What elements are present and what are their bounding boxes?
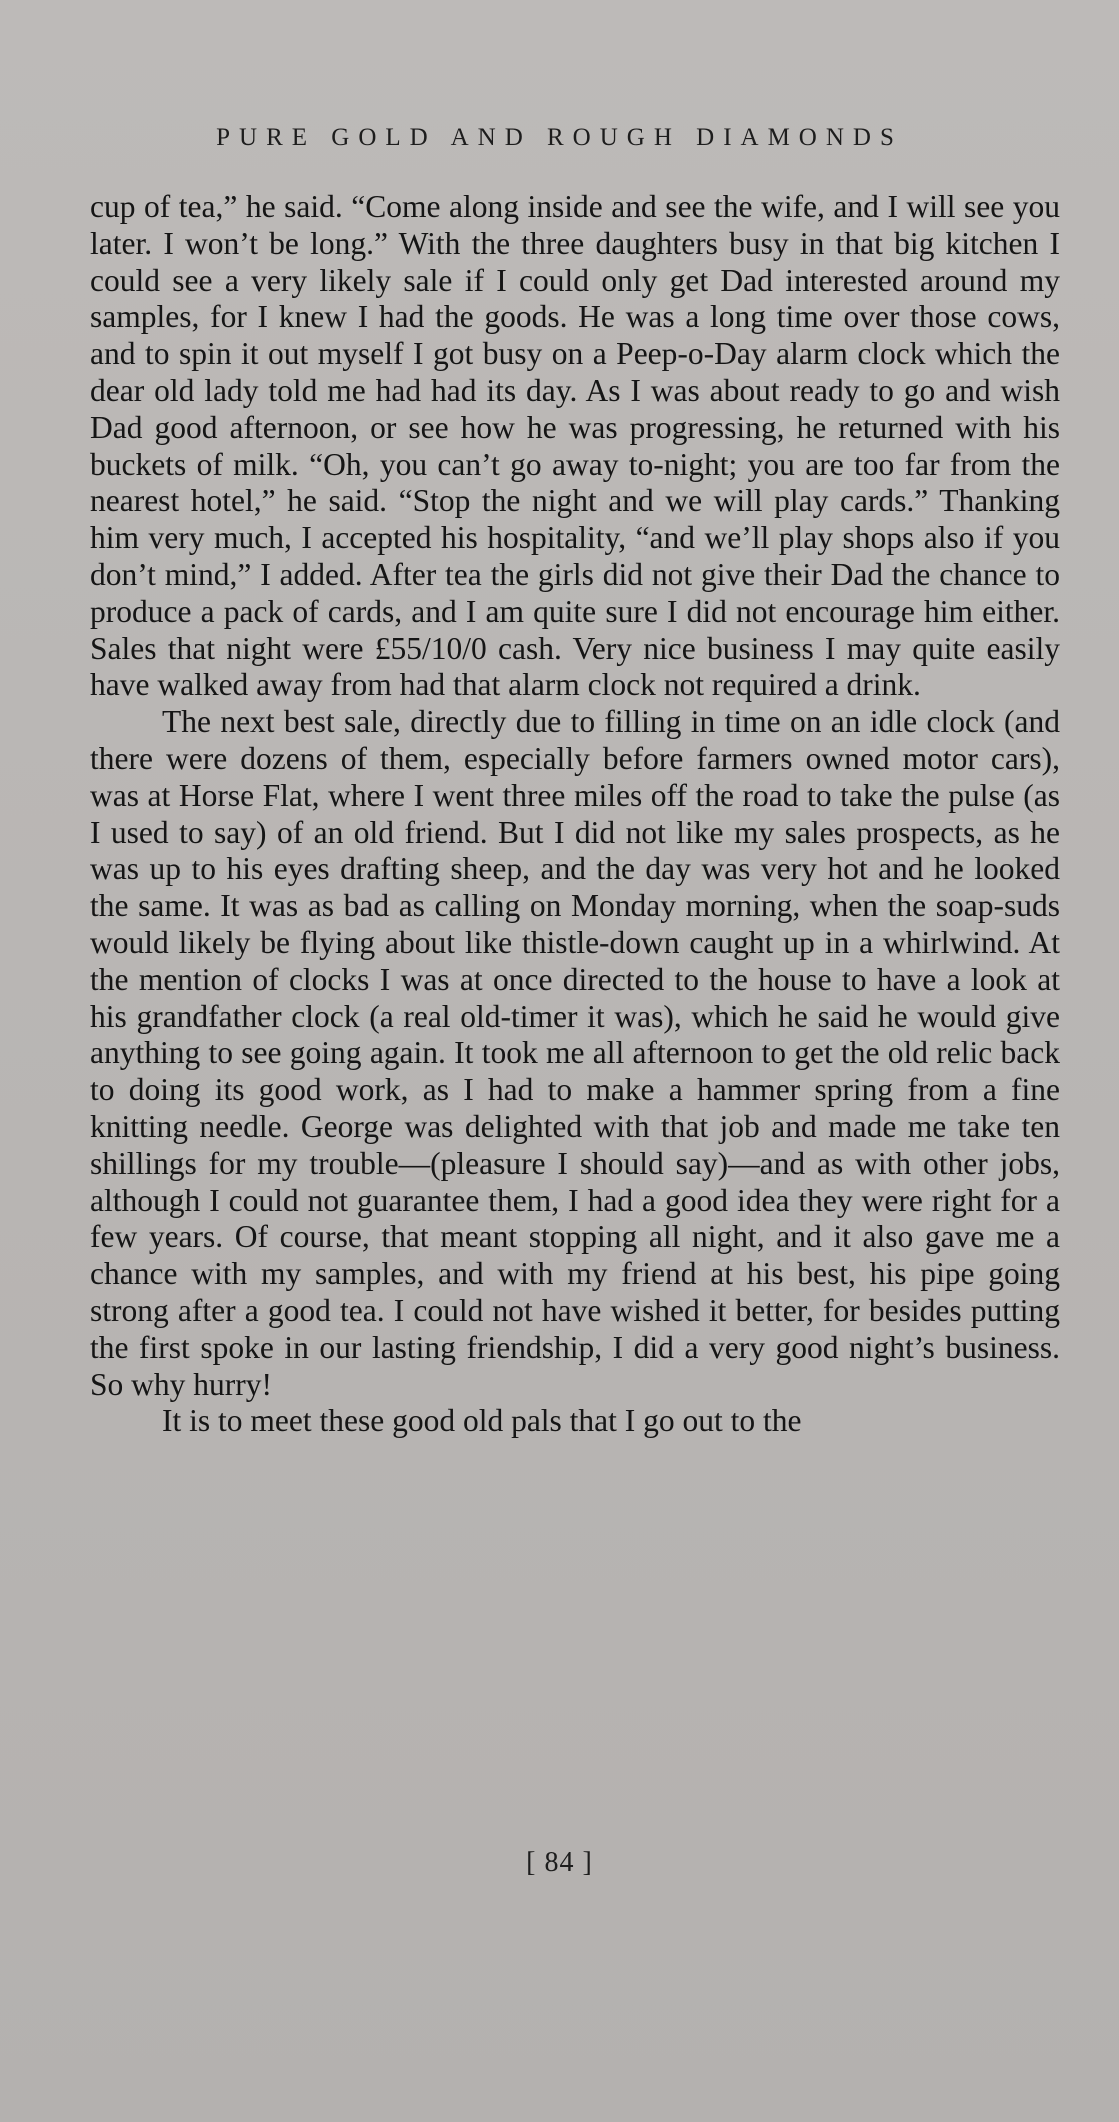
running-head: PURE GOLD AND ROUGH DIAMONDS: [216, 124, 903, 151]
page-number: [ 84 ]: [526, 1847, 593, 1878]
body-text: [90, 189, 1060, 1440]
paragraph-closing: It is to meet these good old pals that I go out to the: [162, 1403, 802, 1439]
paragraph-continued: cup of tea,” he said. “Come along inside and see the wife, and I will see you later. I won’t be long.” With the three daughters busy in that big kitchen I could see a very likely sale if I could only get Dad interested around my samples, for I knew I had the goods. He was a long time over those cows, and to spin it out myself I got busy on a Peep-o-Day alarm clock which the dear old lady told me had had its day. As I was about ready to go and wish Dad good afternoon, or see how he was progressing, he returned with his buckets of milk. “Oh, you can’t go away to-night; you are too far from the nearest hotel,” he said. “Stop the night and we will play cards.” Thanking him very much, I accepted his hospitality, “and we’ll play shops also if you don’t mind,” I added. After tea the girls did not give their Dad the chance to produce a pack of cards, and I am quite sure I did not encourage him either. Sales that night were £55/10/0 cash. Very nice business I may quite easily have walked away from had that alarm clock not required a drink.: [90, 189, 1060, 703]
paragraph-horse-flat: The next best sale, directly due to filling in time on an idle clock (and there were dozens of them, especially before farmers owned motor cars), was at Horse Flat, where I went three miles off the road to take the pulse (as I used to say) of an old friend. But I did not like my sales prospects, as he was up to his eyes drafting sheep, and the day was very hot and he looked the same. It was as bad as calling on Monday morning, when the soap-suds would likely be flying about like thistle-down caught up in a whirlwind. At the mention of clocks I was at once directed to the house to have a look at his grandfather clock (a real old-timer it was), which he said he would give anything to see going again. It took me all afternoon to get the old relic back to doing its good work, as I had to make a hammer spring from a fine knitting needle. George was delighted with that job and made me take ten shillings for my trouble—(pleasure I should say)—and as with other jobs, although I could not guarantee them, I had a good idea they were right for a few years. Of course, that meant stopping all night, and it also gave me a chance with my samples, and with my friend at his best, his pipe going strong after a good tea. I could not have wished it better, for besides putting the first spoke in our lasting friendship, I did a very good night’s business. So why hurry!: [90, 704, 1060, 1402]
